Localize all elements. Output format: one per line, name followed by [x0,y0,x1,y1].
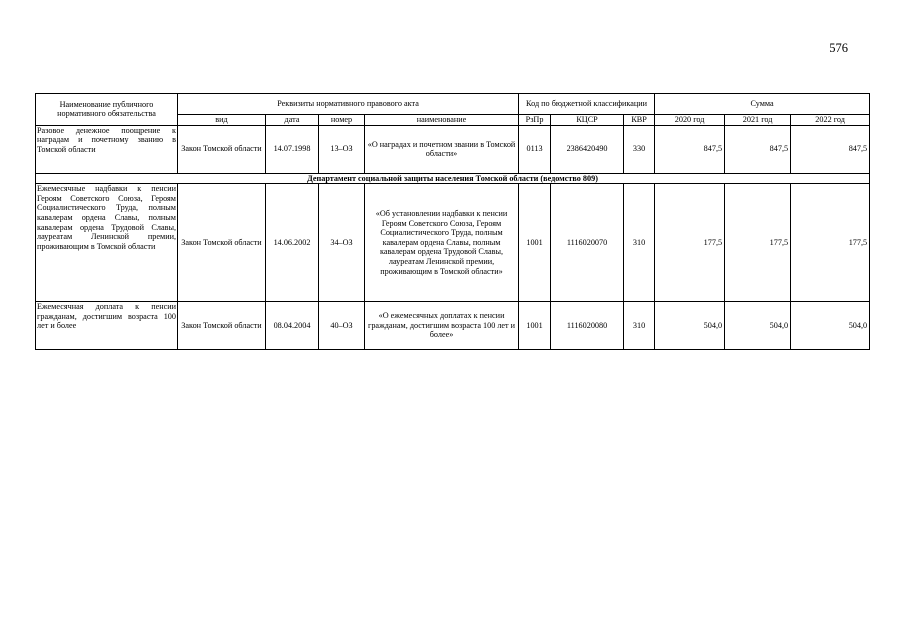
header-2022: 2022 год [791,115,870,126]
row-title: «О наградах и почетном звании в Томской области» [365,125,519,173]
header-vid: вид [178,115,266,126]
row-date: 08.04.2004 [266,302,319,350]
row-number: 40–ОЗ [319,302,365,350]
row-number: 34–ОЗ [319,184,365,302]
row-kvr: 330 [624,125,655,173]
row-date: 14.07.1998 [266,125,319,173]
row-sum-2022: 177,5 [791,184,870,302]
budget-table [35,93,870,350]
row-date: 14.06.2002 [266,184,319,302]
row-kvr: 310 [624,184,655,302]
row-name: Разовое денежное поощрение к наградам и почетному званию в Томской области [36,125,178,173]
table-row [36,184,870,302]
row-rzpr: 0113 [519,125,551,173]
header-sum-group: Сумма [655,94,870,115]
table-row [36,125,870,173]
header-2021: 2021 год [725,115,791,126]
row-sum-2020: 847,5 [655,125,725,173]
header-act-group: Реквизиты нормативного правового акта [178,94,519,115]
row-number: 13–ОЗ [319,125,365,173]
header-title: наименование [365,115,519,126]
header-number: номер [319,115,365,126]
table-row [36,302,870,350]
header-kcsr: КЦСР [551,115,624,126]
row-sum-2022: 504,0 [791,302,870,350]
header-2020: 2020 год [655,115,725,126]
row-sum-2020: 177,5 [655,184,725,302]
row-kvr: 310 [624,302,655,350]
row-sum-2020: 504,0 [655,302,725,350]
row-title: «Об установлении надбавки к пенсии Героям Советского Союза, Героям Социалистического Труда, полным кавалерам ордена Славы, полным кавалерам ордена Трудовой Славы, лауреатам Ленинской премии, проживающим в Томской области» [365,184,519,302]
header-kvr: КВР [624,115,655,126]
row-kcsr: 1116020080 [551,302,624,350]
row-name: Ежемесячная доплата к пенсии гражданам, достигшим возраста 100 лет и более [36,302,178,350]
row-sum-2021: 177,5 [725,184,791,302]
row-sum-2021: 847,5 [725,125,791,173]
row-rzpr: 1001 [519,302,551,350]
department-row [36,173,870,184]
row-vid: Закон Томской области [178,184,266,302]
row-sum-2022: 847,5 [791,125,870,173]
header-name: Наименование публичного нормативного обязательства [36,94,178,126]
row-kcsr: 1116020070 [551,184,624,302]
row-kcsr: 2386420490 [551,125,624,173]
row-vid: Закон Томской области [178,125,266,173]
department-heading: Департамент социальной защиты населения Томской области (ведомство 809) [36,173,870,184]
row-sum-2021: 504,0 [725,302,791,350]
header-code-group: Код по бюджетной классификации [519,94,655,115]
header-date: дата [266,115,319,126]
row-title: «О ежемесячных доплатах к пенсии гражданам, достигшим возраста 100 лет и более» [365,302,519,350]
page-number: 576 [829,41,848,55]
header-row-1 [36,94,870,115]
row-vid: Закон Томской области [178,302,266,350]
header-rzpr: РзПр [519,115,551,126]
row-rzpr: 1001 [519,184,551,302]
row-name: Ежемесячные надбавки к пенсии Героям Советского Союза, Героям Социалистического Труда, полным кавалерам ордена Славы, полным кавалерам ордена Трудовой Славы, лауреатам Ленинской премии, проживающим в Томской области [36,184,178,302]
